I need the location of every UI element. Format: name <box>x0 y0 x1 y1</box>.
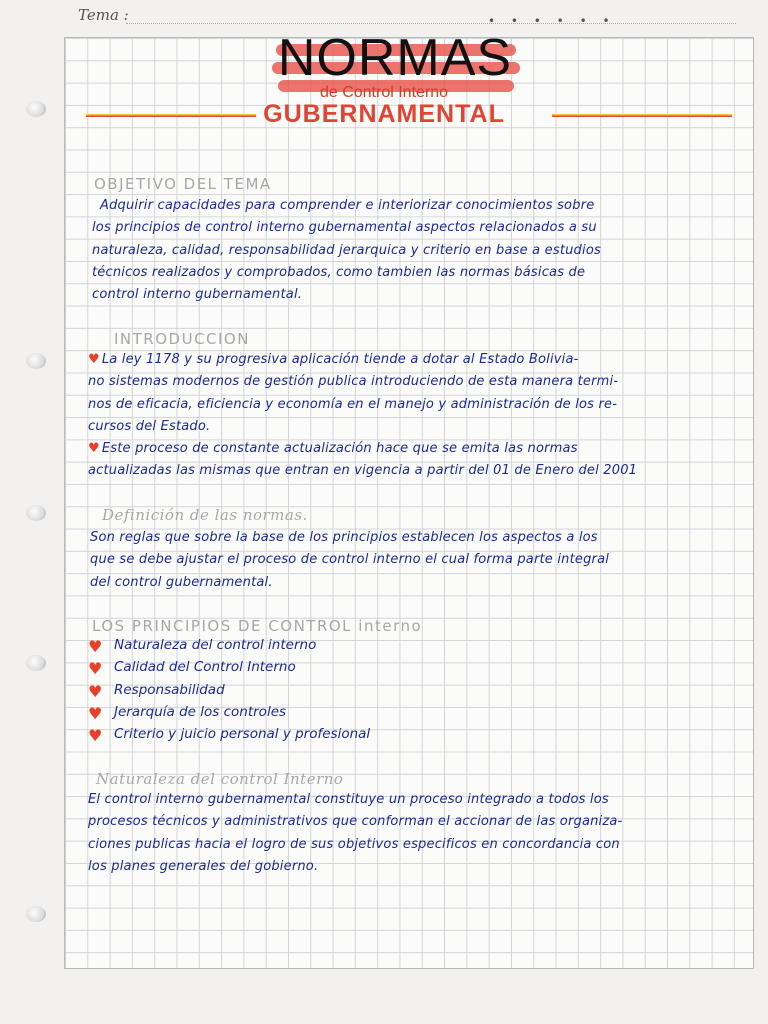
paragraph-introduccion <box>88 349 637 483</box>
heading-introduccion: INTRODUCCION <box>114 330 250 348</box>
list-item-label: Calidad del Control Interno <box>114 659 296 676</box>
heart-icon: ♥ <box>88 441 100 457</box>
text-line: nos de eficacia, eficiencia y economía en el manejo y administración de los re- <box>88 396 618 412</box>
binder-hole <box>26 505 46 521</box>
heart-icon: ♥ <box>88 703 103 723</box>
text-line: técnicos realizados y comprobados, como tambien las normas básicas de <box>92 264 586 280</box>
text-line: actualizadas las mismas que entran en vigencia a partir del 01 de Enero del 2001 <box>88 463 638 479</box>
text-line: no sistemas modernos de gestión publica introduciendo de esta manera termi- <box>88 374 619 390</box>
heading-objetivo: OBJETIVO DEL TEMA <box>94 175 272 193</box>
text-line: que se debe ajustar el proceso de control interno el cual forma parte integral <box>90 552 610 568</box>
tema-label: Tema : <box>78 6 129 24</box>
text-segment: La ley 1178 y su progresiva aplicación tiende a dotar al Estado Bolivia- <box>101 352 579 367</box>
text-line <box>88 349 637 371</box>
heading-definicion: Definición de las normas. <box>102 506 308 524</box>
list-item-label: Criterio y juicio personal y profesional <box>114 726 371 743</box>
text-line: cursos del Estado. <box>88 418 211 434</box>
list-item-label: Jerarquía de los controles <box>114 703 287 720</box>
tema-line <box>126 23 736 24</box>
heading-naturaleza: Naturaleza del control Interno <box>96 770 344 788</box>
page-header <box>78 6 738 28</box>
heart-icon: ♥ <box>88 637 103 656</box>
heart-icon: ♥ <box>88 659 103 679</box>
text-line: los principios de control interno gubernamental aspectos relacionados a su <box>92 220 597 236</box>
text-line: control interno gubernamental. <box>92 287 303 303</box>
binder-hole <box>26 655 46 671</box>
heading-principios: LOS PRINCIPIOS DE CONTROL interno <box>92 617 423 635</box>
text-line: ciones publicas hacia el logro de sus objetivos especificos en concordancia con <box>88 836 620 852</box>
text-line: procesos técnicos y administrativos que conforman el accionar de las organiza- <box>88 814 623 830</box>
text-segment: Este proceso de constante actualización hace que se emita las normas <box>101 441 578 457</box>
binder-hole <box>26 906 46 922</box>
header-dots: • • • • • • <box>488 14 616 28</box>
text-line: Adquirir capacidades para comprender e interiorizar conocimientos sobre <box>100 198 595 213</box>
text-line: del control gubernamental. <box>90 574 273 590</box>
title-main: NORMAS <box>277 29 513 87</box>
title-subtitle: de Control Interno <box>319 84 449 101</box>
heart-icon: ♥ <box>88 681 103 701</box>
paragraph-definicion <box>90 527 609 594</box>
text-line <box>88 438 637 460</box>
paragraph-naturaleza <box>88 789 622 878</box>
heart-icon: ♥ <box>88 352 100 367</box>
heart-icon: ♥ <box>88 726 103 746</box>
text-line: Son reglas que sobre la base de los principios establecen los aspectos a los <box>90 530 598 545</box>
list-item-label: Responsabilidad <box>114 681 225 698</box>
list-item-label: Naturaleza del control interno <box>114 637 317 653</box>
text-line: los planes generales del gobierno. <box>88 858 319 874</box>
binder-hole <box>26 353 46 369</box>
paragraph-objetivo <box>92 195 601 306</box>
text-line: El control interno gubernamental constituye un proceso integrado a todos los <box>88 792 609 807</box>
text-line: naturaleza, calidad, responsabilidad jerarquica y criterio en base a estudios <box>92 242 601 258</box>
title-emphasis: GUBERNAMENTAL <box>263 100 505 128</box>
